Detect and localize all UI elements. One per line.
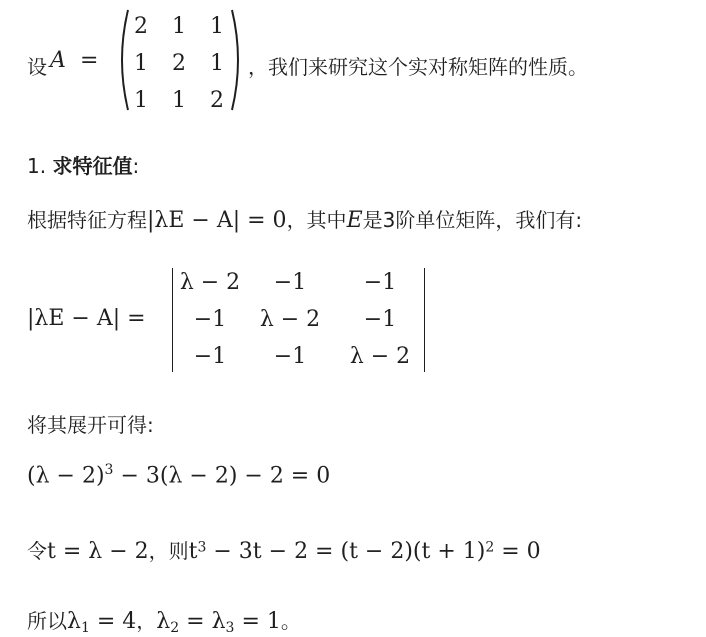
determinant-cell: −1 xyxy=(363,307,397,332)
lambda-2-subscript: 2 xyxy=(170,620,180,637)
determinant-lhs: |λE − A| = xyxy=(27,306,146,331)
determinant-cell: −1 xyxy=(193,344,227,369)
characteristic-equation: |λE − A| = 0 xyxy=(147,208,287,233)
determinant-matrix xyxy=(176,264,424,375)
matrix-cell: 2 xyxy=(134,14,148,39)
matrix-cell: 1 xyxy=(210,51,224,76)
lambda-3-subscript: 3 xyxy=(225,620,235,637)
matrix-cell: 1 xyxy=(210,14,224,39)
section-colon: : xyxy=(132,154,140,178)
result-equals: = xyxy=(179,609,212,634)
expanded-part2: − 3(λ − 2) − 2 = 0 xyxy=(113,463,331,489)
determinant-cell: λ − 2 xyxy=(259,307,321,332)
lambda-1: λ xyxy=(67,609,81,634)
substitution-exponent-2: 2 xyxy=(485,539,495,556)
determinant-cell: λ − 2 xyxy=(349,344,411,369)
determinant-cell: −1 xyxy=(273,344,307,369)
matrix-a xyxy=(122,8,238,119)
result-prefix: 所以 xyxy=(27,609,67,633)
determinant-left-bar xyxy=(172,268,173,372)
lambda-3-value: = 1 xyxy=(234,609,281,634)
determinant-right-bar xyxy=(424,268,425,372)
substitution-t: t xyxy=(188,539,198,564)
substitution-exponent-3: 3 xyxy=(197,539,207,556)
substitution-factoring: − 3t − 2 = (t − 2)(t + 1) xyxy=(206,539,486,564)
substitution-mid: ，则 xyxy=(148,539,189,563)
matrix-name: A xyxy=(50,48,66,73)
matrix-cell: 1 xyxy=(134,51,148,76)
determinant-cell: λ − 2 xyxy=(179,270,241,295)
determinant-cell: −1 xyxy=(193,307,227,332)
expanded-part1: (λ − 2) xyxy=(27,463,105,489)
determinant-cell: −1 xyxy=(363,270,397,295)
result-line xyxy=(27,605,301,636)
section-title: 求特征值 xyxy=(52,154,133,178)
matrix-cell: 1 xyxy=(172,88,186,113)
section-number: 1. xyxy=(27,154,47,178)
expanded-exponent: 3 xyxy=(104,462,114,478)
determinant-cell: −1 xyxy=(273,270,307,295)
substitution-line xyxy=(27,535,541,564)
matrix-cell: 1 xyxy=(134,88,148,113)
matrix-cell: 2 xyxy=(210,88,224,113)
section-heading xyxy=(27,150,139,179)
expanded-equation xyxy=(27,462,330,488)
intro-suffix: ，我们来研究这个实对称矩阵的性质。 xyxy=(248,55,588,79)
matrix-cell: 1 xyxy=(172,14,186,39)
lambda-3: λ xyxy=(211,609,226,634)
lambda-2: λ xyxy=(156,609,171,634)
para1-text-a: 根据特征方程 xyxy=(27,208,147,232)
substitution-definition: t = λ − 2 xyxy=(47,539,149,564)
substitution-end: = 0 xyxy=(494,539,541,564)
right-paren-icon xyxy=(230,8,246,112)
lambda-1-subscript: 1 xyxy=(80,620,90,637)
result-comma: ， xyxy=(136,609,157,633)
lambda-1-value: = 4 xyxy=(89,609,137,634)
characteristic-equation-paragraph xyxy=(27,204,582,233)
matrix-cell: 2 xyxy=(172,51,186,76)
equals-sign: = xyxy=(80,48,99,73)
intro-prefix: 设 xyxy=(27,55,47,79)
identity-matrix-symbol: E xyxy=(346,208,363,233)
substitution-prefix: 令 xyxy=(27,539,47,563)
para1-text-c: 是3阶单位矩阵，我们有: xyxy=(362,208,583,232)
para1-text-b: ，其中 xyxy=(286,208,347,232)
result-end: 。 xyxy=(280,609,301,633)
expand-paragraph: 将其展开可得: xyxy=(27,413,154,437)
